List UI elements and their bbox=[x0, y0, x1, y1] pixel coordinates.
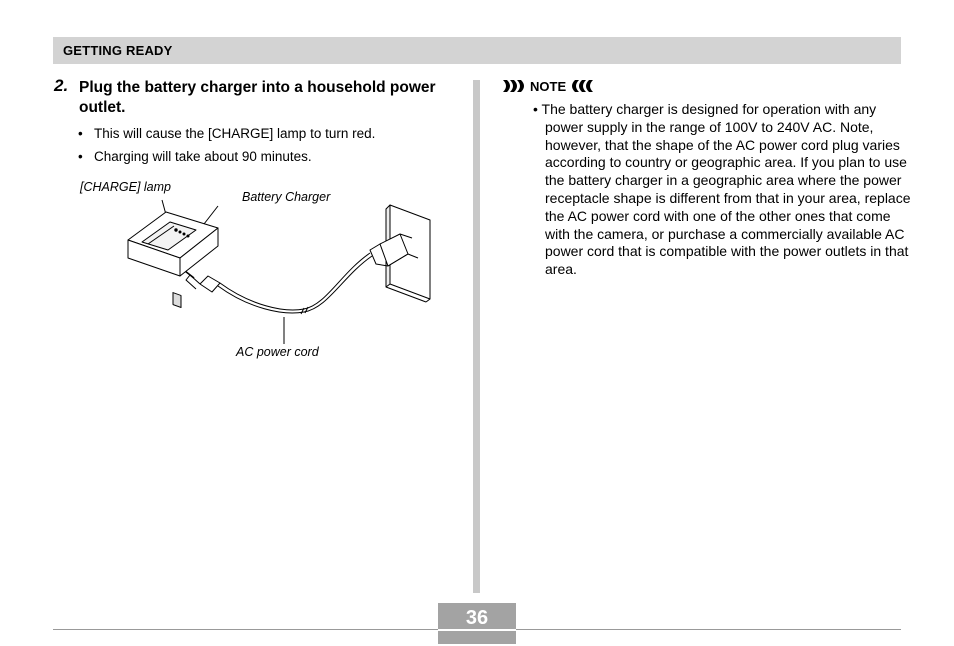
note-text: • The battery charger is designed for operation with any power supply in the range of 100V to 240V AC. Note, however, that the shape of the AC power cord plug varies according to country or geographic area. If you plan to use the battery charger in a geographic area where the power receptacle shape is different from that in your area, replace the AC power cord with one of the other ones that come with the camera, or purchase a commercially available AC power cord that is compatible with the power outlets in that area. bbox=[533, 101, 911, 278]
power-cord-line bbox=[218, 256, 372, 313]
charger-illustration bbox=[78, 172, 448, 372]
note-left-ornament-icon bbox=[503, 80, 525, 92]
charger-drawing bbox=[78, 172, 448, 372]
page-number: 36 bbox=[465, 607, 489, 629]
step-number: 2. bbox=[54, 76, 69, 95]
section-header bbox=[53, 37, 901, 64]
column-divider bbox=[473, 80, 480, 593]
bullet-item: • Charging will take about 90 minutes. bbox=[78, 145, 375, 168]
bullet-item: • This will cause the [CHARGE] lamp to turn red. bbox=[78, 122, 375, 145]
step-bullets bbox=[78, 122, 375, 168]
section-title: GETTING READY bbox=[63, 43, 173, 58]
note-header bbox=[503, 77, 593, 95]
charge-lamp-label: [CHARGE] lamp bbox=[80, 180, 171, 194]
note-label: NOTE bbox=[530, 78, 567, 94]
ac-power-cord-label: AC power cord bbox=[236, 345, 319, 359]
cord-connector bbox=[200, 276, 220, 292]
step-title: Plug the battery charger into a household power outlet. bbox=[79, 79, 436, 116]
battery-charger-leader bbox=[204, 206, 218, 224]
battery-charger-label: Battery Charger bbox=[242, 190, 331, 204]
note-right-ornament-icon bbox=[571, 80, 593, 92]
page-number-box bbox=[438, 603, 516, 644]
charge-lamp-dot bbox=[175, 229, 177, 231]
